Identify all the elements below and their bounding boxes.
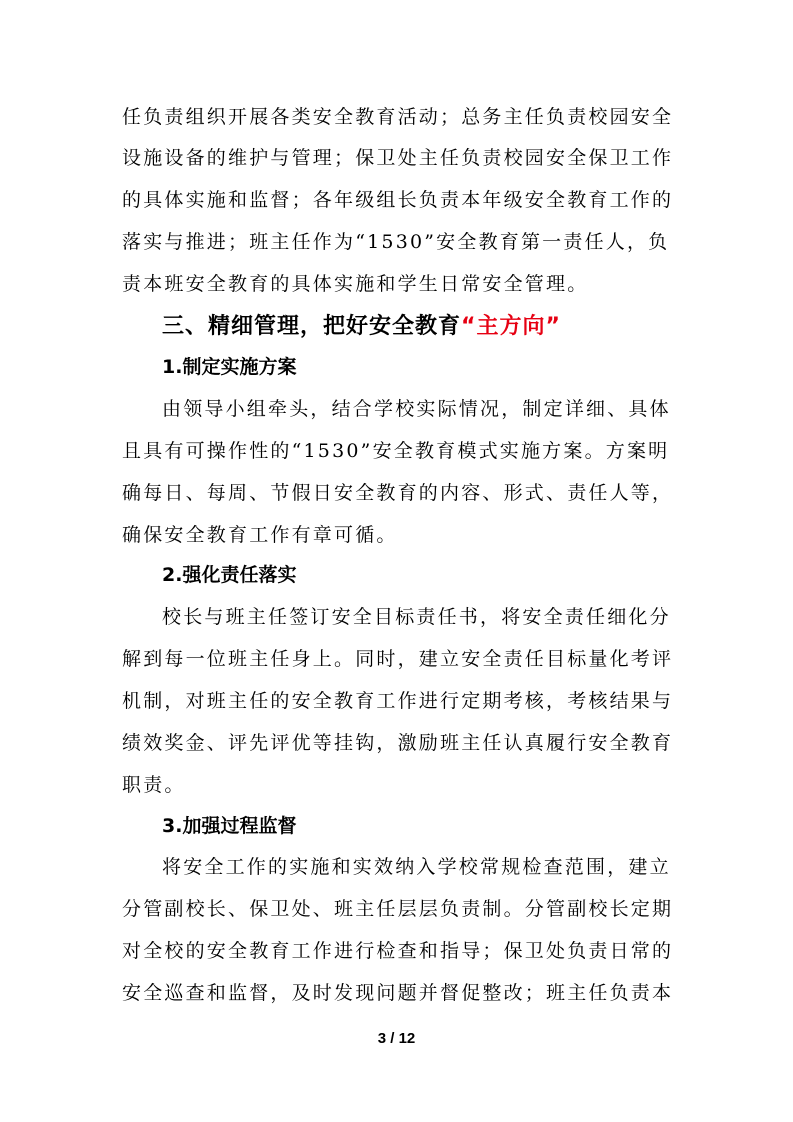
section-heading (162, 312, 561, 342)
section-heading-accent: “主方向” (461, 314, 561, 339)
paragraph-line: 落实与推进；班主任作为“1530”安全教育第一责任人，负 (122, 231, 670, 253)
paragraph-line: 任负责组织开展各类安全教育活动；总务主任负责校园安全 (122, 106, 674, 128)
paragraph-line: 设施设备的维护与管理；保卫处主任负责校园安全保卫工作 (122, 147, 674, 169)
paragraph-line: 绩效奖金、评先评优等挂钩，激励班主任认真履行安全教育 (122, 732, 674, 754)
paragraph-line: 解到每一位班主任身上。同时，建立安全责任目标量化考评 (122, 648, 674, 670)
paragraph-line: 确保安全教育工作有章可循。 (122, 524, 398, 546)
paragraph-line: 且具有可操作性的“1530”安全教育模式实施方案。方案明 (122, 440, 670, 462)
paragraph-line: 由领导小组牵头，结合学校实际情况，制定详细、具体 (162, 398, 671, 420)
paragraph-line: 分管副校长、保卫处、班主任层层负责制。分管副校长定期 (122, 898, 674, 920)
section-heading-text: 三、精细管理，把好安全教育 (162, 314, 462, 339)
paragraph-line: 将安全工作的实施和实效纳入学校常规检查范围，建立 (162, 856, 671, 878)
subsection-heading-1: 1.制定实施方案 (162, 356, 297, 378)
paragraph-line: 职责。 (122, 774, 186, 796)
paragraph-line: 对全校的安全教育工作进行检查和指导；保卫处负责日常的 (122, 940, 674, 962)
subsection-heading-3: 3.加强过程监督 (162, 815, 297, 837)
paragraph-line: 机制，对班主任的安全教育工作进行定期考核，考核结果与 (122, 690, 674, 712)
paragraph-line: 校长与班主任签订安全目标责任书，将安全责任细化分 (162, 606, 671, 628)
page-number: 3 / 12 (377, 1030, 416, 1047)
paragraph-line: 安全巡查和监督，及时发现问题并督促整改；班主任负责本 (122, 982, 674, 1004)
paragraph-line: 的具体实施和监督；各年级组长负责本年级安全教育工作的 (122, 189, 674, 211)
paragraph-line: 责本班安全教育的具体实施和学生日常安全管理。 (122, 273, 589, 295)
subsection-heading-2: 2.强化责任落实 (162, 564, 297, 586)
paragraph-line: 确每日、每周、节假日安全教育的内容、形式、责任人等， (122, 482, 674, 504)
